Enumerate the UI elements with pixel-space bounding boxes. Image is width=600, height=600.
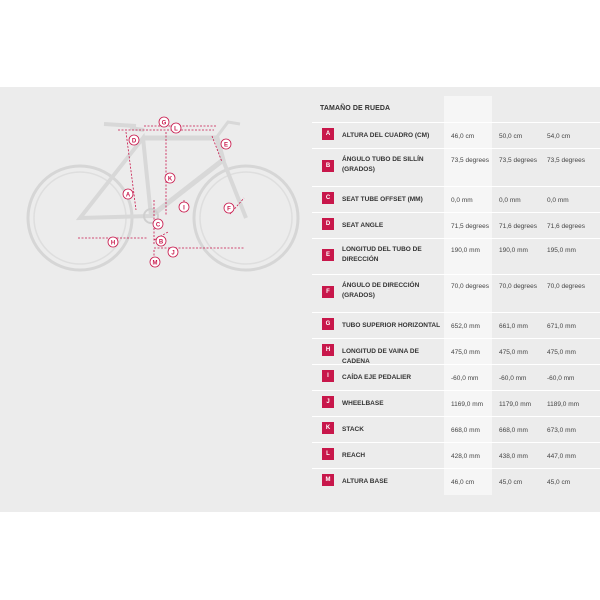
geometry-row-g <box>312 312 600 339</box>
geometry-row-l <box>312 442 600 469</box>
svg-text:B: B <box>158 239 164 246</box>
svg-text:H: H <box>110 240 116 247</box>
row-label: ÁNGULO DE DIRECCIÓN (GRADOS) <box>342 282 420 299</box>
marker-J <box>168 247 178 257</box>
row-value-size-3: 45,0 cm <box>547 479 571 486</box>
row-label: CAÍDA EJE PEDALIER <box>342 374 412 381</box>
marker-E <box>221 139 231 149</box>
row-value-size-2: 1179,0 mm <box>499 401 532 408</box>
geometry-row-f <box>312 274 600 313</box>
row-value-size-2: -60,0 mm <box>499 375 527 382</box>
row-value-size-1: 668,0 mm <box>451 427 480 434</box>
row-value-size-2: 71,6 degrees <box>499 223 537 230</box>
row-value-size-1: 190,0 mm <box>451 247 480 254</box>
row-label: LONGITUD DEL TUBO DE DIRECCIÓN <box>342 246 422 263</box>
row-value-size-1: 71,5 degrees <box>451 223 489 230</box>
row-letter-badge: E <box>322 249 334 261</box>
row-value-size-2: 190,0 mm <box>499 247 528 254</box>
row-value-size-3: 673,0 mm <box>547 427 576 434</box>
row-letter-badge: M <box>322 474 334 486</box>
row-value-size-1: 652,0 mm <box>451 323 480 330</box>
row-letter-badge: H <box>322 344 334 356</box>
row-value-size-2: 438,0 mm <box>499 453 528 460</box>
svg-text:E: E <box>223 142 229 149</box>
row-label: WHEELBASE <box>342 400 384 407</box>
geometry-row-i <box>312 364 600 391</box>
marker-H <box>108 237 118 247</box>
table-header <box>312 96 600 122</box>
row-letter-badge: F <box>322 286 334 298</box>
marker-M <box>150 257 160 267</box>
row-value-size-1: 0,0 mm <box>451 197 473 204</box>
row-letter-badge: K <box>322 422 334 434</box>
row-value-size-3: 73,5 degrees <box>547 157 585 164</box>
marker-K <box>165 173 175 183</box>
row-value-size-1: 70,0 degrees <box>451 283 489 290</box>
row-label: ÁNGULO TUBO DE SILLÍN (GRADOS) <box>342 156 424 173</box>
row-value-size-3: 1189,0 mm <box>547 401 580 408</box>
marker-D <box>129 135 139 145</box>
marker-B <box>156 236 166 246</box>
svg-text:L: L <box>174 126 178 133</box>
row-value-size-1: 73,5 degrees <box>451 157 489 164</box>
row-label: LONGITUD DE VAINA DE CADENA <box>342 348 419 365</box>
row-value-size-1: 46,0 cm <box>451 133 475 140</box>
row-letter-badge: G <box>322 318 334 330</box>
row-value-size-2: 70,0 degrees <box>499 283 537 290</box>
bike-geometry-diagram <box>18 100 308 280</box>
row-value-size-3: -60,0 mm <box>547 375 575 382</box>
row-value-size-2: 73,5 degrees <box>499 157 537 164</box>
row-value-size-3: 447,0 mm <box>547 453 576 460</box>
row-letter-badge: J <box>322 396 334 408</box>
geometry-row-d <box>312 212 600 239</box>
row-label: SEAT TUBE OFFSET (MM) <box>342 196 423 203</box>
geometry-row-h <box>312 338 600 365</box>
geometry-row-b <box>312 148 600 187</box>
geometry-row-c <box>312 186 600 213</box>
row-letter-badge: C <box>322 192 334 204</box>
row-letter-badge: A <box>322 128 334 140</box>
row-value-size-3: 54,0 cm <box>547 133 571 140</box>
row-value-size-2: 475,0 mm <box>499 349 528 356</box>
marker-I <box>179 202 189 212</box>
row-value-size-3: 671,0 mm <box>547 323 576 330</box>
marker-C <box>153 219 163 229</box>
row-value-size-1: 428,0 mm <box>451 453 480 460</box>
svg-text:G: G <box>161 120 167 127</box>
bike-svg <box>18 100 308 280</box>
marker-L <box>171 123 181 133</box>
row-value-size-2: 50,0 cm <box>499 133 523 140</box>
row-label: TUBO SUPERIOR HORIZONTAL <box>342 322 441 329</box>
geometry-row-e <box>312 238 600 275</box>
row-value-size-1: 1169,0 mm <box>451 401 484 408</box>
row-value-size-3: 70,0 degrees <box>547 283 585 290</box>
row-value-size-3: 71,6 degrees <box>547 223 585 230</box>
geometry-row-a <box>312 122 600 149</box>
row-value-size-1: -60,0 mm <box>451 375 479 382</box>
saddle <box>104 124 144 130</box>
geometry-row-m <box>312 468 600 495</box>
row-value-size-2: 45,0 cm <box>499 479 523 486</box>
marker-A <box>123 189 133 199</box>
marker-G <box>159 117 169 127</box>
geometry-row-k <box>312 416 600 443</box>
row-label: STACK <box>342 426 364 433</box>
row-value-size-2: 661,0 mm <box>499 323 528 330</box>
row-value-size-3: 0,0 mm <box>547 197 569 204</box>
row-label: ALTURA DEL CUADRO (CM) <box>342 132 430 139</box>
svg-text:K: K <box>167 176 173 183</box>
row-value-size-2: 668,0 mm <box>499 427 528 434</box>
svg-text:D: D <box>131 138 137 145</box>
row-label: REACH <box>342 452 366 459</box>
row-label: SEAT ANGLE <box>342 222 384 229</box>
svg-text:F: F <box>227 206 231 213</box>
table-header-title: TAMAÑO DE RUEDA <box>320 105 391 112</box>
svg-text:J: J <box>171 250 175 257</box>
svg-text:M: M <box>152 260 158 267</box>
size-column-1-header <box>444 96 492 122</box>
row-value-size-3: 195,0 mm <box>547 247 576 254</box>
svg-text:C: C <box>155 222 161 229</box>
row-value-size-1: 475,0 mm <box>451 349 480 356</box>
handlebar <box>216 122 240 138</box>
row-letter-badge: I <box>322 370 334 382</box>
row-label: ALTURA BASE <box>342 478 388 485</box>
row-letter-badge: D <box>322 218 334 230</box>
row-value-size-1: 46,0 cm <box>451 479 475 486</box>
svg-text:I: I <box>183 205 185 212</box>
row-letter-badge: L <box>322 448 334 460</box>
row-letter-badge: B <box>322 160 334 172</box>
svg-text:A: A <box>125 192 131 199</box>
geometry-row-j <box>312 390 600 417</box>
marker-F <box>224 203 234 213</box>
row-value-size-2: 0,0 mm <box>499 197 521 204</box>
row-value-size-3: 475,0 mm <box>547 349 576 356</box>
